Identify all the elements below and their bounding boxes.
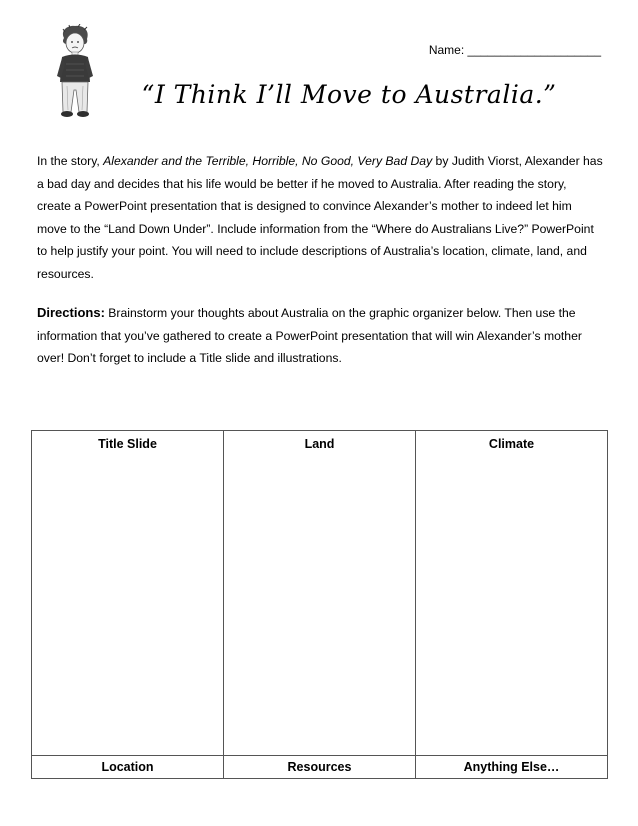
resources-heading: Resources xyxy=(287,760,352,774)
directions-text: Brainstorm your thoughts about Australia on the graphic organizer below. Then use the information that you’ve gathered to create a PowerPoint presentation that will win Alexander’s mother over! Don’t forget to include a Title slide and illustrations. xyxy=(37,306,582,366)
land-box[interactable] xyxy=(224,431,416,756)
book-title: Alexander and the Terrible, Horrible, No Good, Very Bad Day xyxy=(103,154,433,168)
location-heading: Location xyxy=(101,760,154,774)
climate-heading: Climate xyxy=(488,437,535,451)
title-slide-heading: Title Slide xyxy=(98,437,157,451)
land-heading: Land xyxy=(304,437,335,451)
anything-else-heading: Anything Else… xyxy=(463,760,560,774)
worksheet-title: “I Think I’ll Move to Australia.” xyxy=(141,80,557,109)
graphic-organizer xyxy=(31,430,608,779)
name-field[interactable]: Name: ____________________ xyxy=(428,43,601,57)
title-slide-box[interactable] xyxy=(32,431,224,756)
anything-else-box[interactable] xyxy=(416,756,608,779)
location-box[interactable] xyxy=(32,756,224,779)
intro-paragraph xyxy=(37,150,603,286)
climate-box[interactable] xyxy=(416,431,608,756)
directions-paragraph xyxy=(37,302,603,370)
resources-box[interactable] xyxy=(224,756,416,779)
intro-text-start: In the story, xyxy=(37,154,104,168)
organizer-top-row xyxy=(32,431,608,756)
intro-text-rest: by Judith Viorst, Alexander has a bad day and decides that his life would be better if he moved to Australia. After reading the story, create a PowerPoint presentation that is designed to convince Alexander’s mother to indeed let him move to the “Land Down Under”. Include information from the “Where do Australians Live?” PowerPoint to help justify your point. You will need to include descriptions of Australia’s location, climate, land, and resources. xyxy=(37,154,603,281)
directions-label: Directions: xyxy=(37,305,105,320)
organizer-bottom-row xyxy=(32,756,608,779)
